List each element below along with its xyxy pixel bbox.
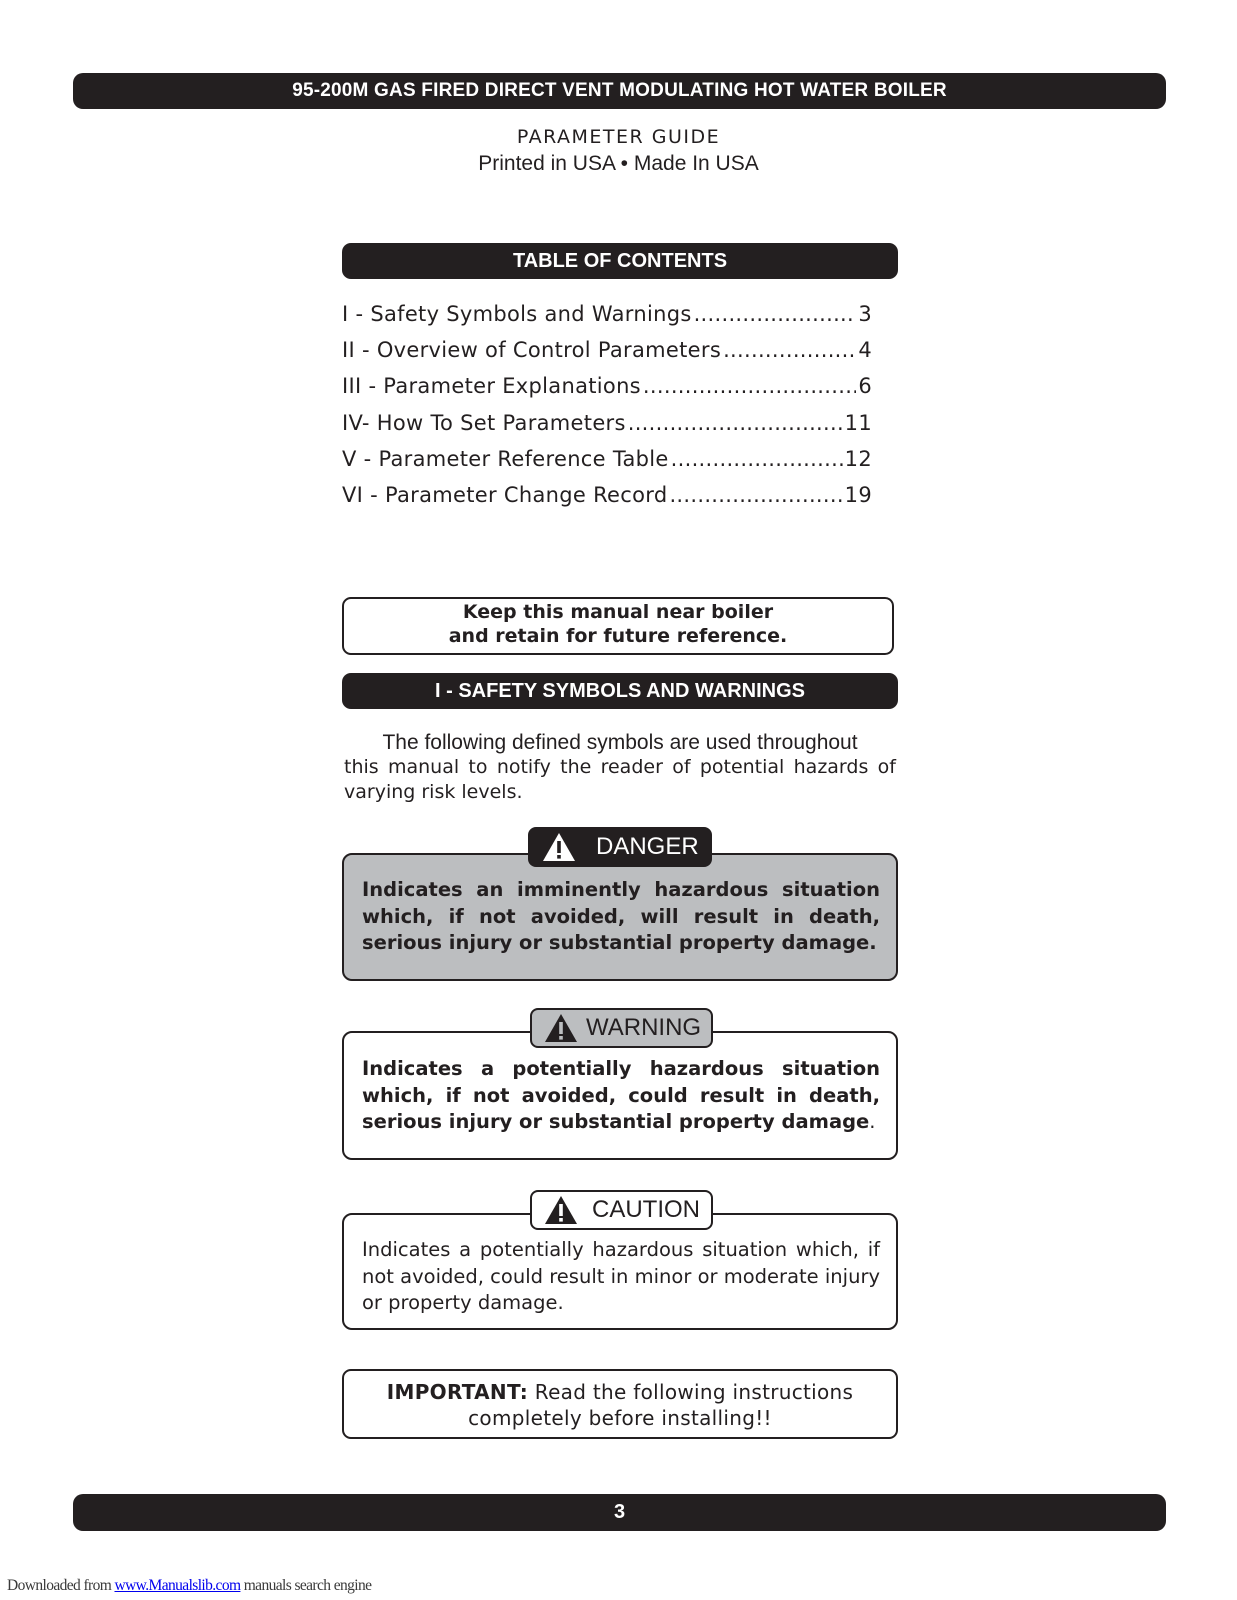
toc-entry-page: 3 [858,302,872,327]
toc-entry-page: 6 [858,374,872,399]
toc-leader-dots [723,338,856,362]
toc-leader-dots [669,483,842,507]
toc-entry-title: VI - Parameter Change Record [342,483,668,508]
toc-entry-title: II - Overview of Control Parameters [342,338,722,363]
caution-label: CAUTION [592,1196,700,1223]
document-subtitle: PARAMETER GUIDE [516,126,721,148]
toc-entry-page: 12 [844,446,872,471]
important-notice [342,1369,898,1439]
page-number-bar: 3 [73,1494,1166,1531]
toc-entry-page: 11 [844,410,872,435]
warning-label: WARNING [586,1014,702,1041]
toc-entry-page: 4 [858,338,872,363]
toc-leader-dots [643,374,856,398]
document-title-bar: 95-200M GAS FIRED DIRECT VENT MODULATING HOT WATER BOILER [73,73,1166,109]
toc-entry-title: IV- How To Set Parameters [342,410,626,435]
warning-triangle-icon [542,832,576,862]
caution-text: Indicates a potentially hazardous situation which, if not avoided, could result in minor or moderate injury or property damage. [362,1238,880,1314]
warning-triangle-icon [544,1195,578,1225]
danger-box [342,853,898,981]
table-of-contents [342,296,872,513]
warning-text: Indicates a potentially hazardous situation which, if not avoided, could result in death, serious injury or substantial property damage [362,1057,880,1133]
notice-line: and retain for future reference. [448,625,788,647]
caution-box [342,1213,898,1330]
toc-entry[interactable] [342,296,872,332]
notice-line: Keep this manual near boiler [462,601,774,623]
caution-label-tag [530,1190,713,1230]
toc-entry[interactable] [342,368,872,404]
toc-entry-title: V - Parameter Reference Table [342,446,669,471]
toc-entry[interactable] [342,332,872,368]
printed-in-line: Printed in USA • Made In USA [478,152,759,175]
toc-leader-dots [671,447,843,471]
danger-label: DANGER [596,833,699,860]
warning-label-tag [530,1008,713,1048]
important-label: IMPORTANT: [386,1380,529,1404]
warning-box [342,1031,898,1160]
toc-entry-title: III - Parameter Explanations [342,374,641,399]
toc-leader-dots [694,302,857,326]
intro-first-line: The following defined symbols are used throughout [382,731,858,754]
footer-suffix: manuals search engine [240,1577,372,1594]
keep-manual-notice [342,597,894,655]
intro-rest: this manual to notify the reader of potential hazards of varying risk levels. [344,756,896,803]
safety-section-heading: I - SAFETY SYMBOLS AND WARNINGS [342,673,898,709]
toc-heading: TABLE OF CONTENTS [342,243,898,279]
toc-entry[interactable] [342,405,872,441]
footer-prefix: Downloaded from [7,1577,115,1594]
toc-entry[interactable] [342,477,872,513]
danger-text: Indicates an imminently hazardous situation which, if not avoided, will result in death, serious injury or substantial property damage. [362,878,880,954]
toc-entry[interactable] [342,441,872,477]
safety-intro-paragraph [344,730,896,805]
warning-text-end: . [869,1110,876,1133]
important-text-line2: completely before installing!! [468,1406,772,1430]
danger-label-tag [528,827,712,867]
toc-entry-title: I - Safety Symbols and Warnings [342,302,692,327]
manualslib-link[interactable]: www.Manualslib.com [114,1577,241,1594]
toc-leader-dots [628,411,843,435]
warning-triangle-icon [544,1013,578,1043]
important-text-line1: Read the following instructions [528,1380,854,1404]
download-footer [7,1577,371,1595]
toc-entry-page: 19 [844,483,872,508]
